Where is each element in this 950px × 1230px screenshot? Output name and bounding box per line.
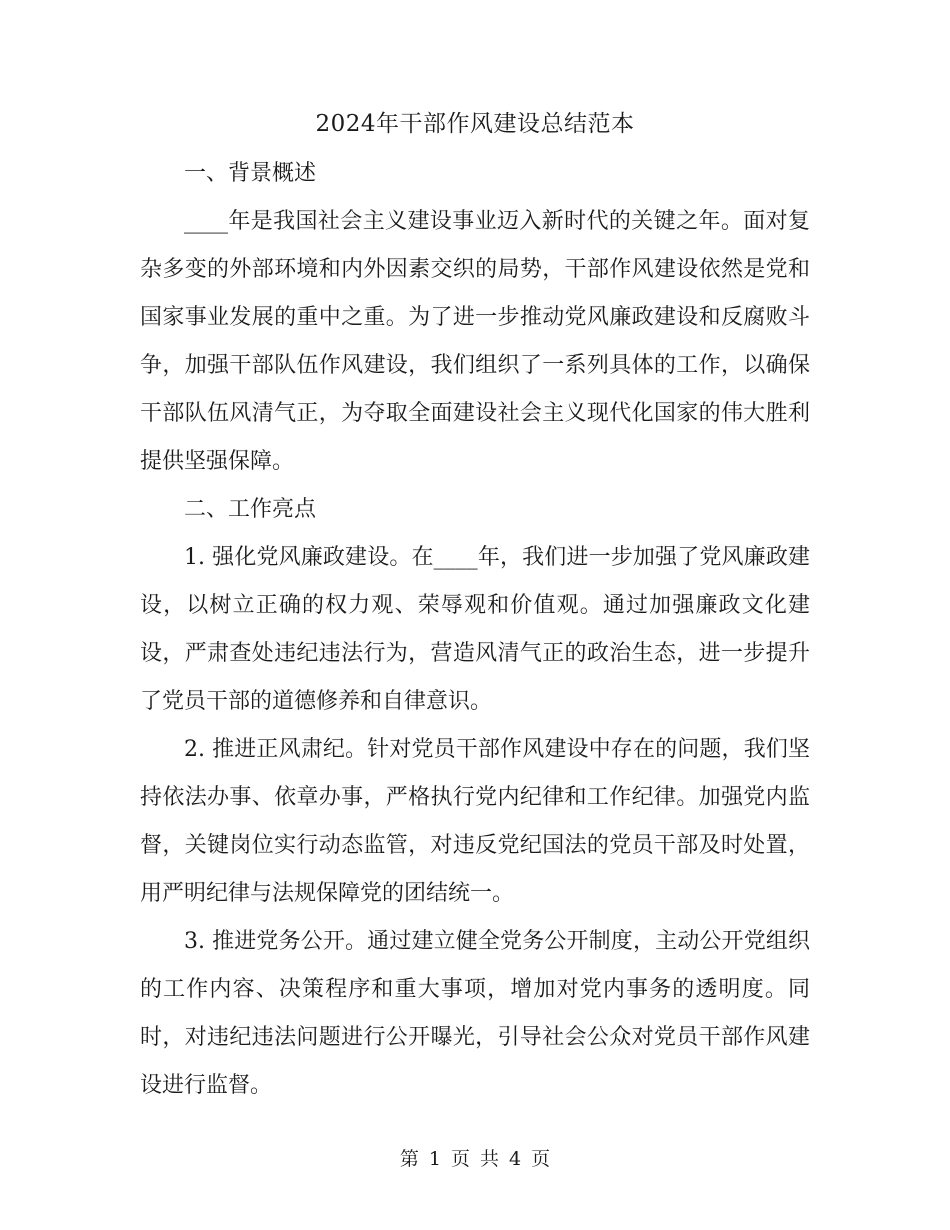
paragraph-background: ____年是我国社会主义建设事业迈入新时代的关键之年。面对复杂多变的外部环境和内外因素交织的局势，干部作风建设依然是党和国家事业发展的重中之重。为了进一步推动党风廉政建设和反腐败斗争，加强干部队伍作风建设，我们组织了一系列具体的工作，以确保干部队伍风清气正，为夺取全面建设社会主义现代化国家的伟大胜利提供坚强保障。 bbox=[140, 209, 810, 474]
section-heading-background: 一、背景概述 bbox=[184, 161, 317, 186]
document-title: 2024年干部作风建设总结范本 bbox=[315, 111, 635, 137]
paragraph-item-3: 3. 推进党务公开。通过建立健全党务公开制度，主动公开党组织的工作内容、决策程序和重大事项，增加对党内事务的透明度。同时，对违纪违法问题进行公开曝光，引导社会公众对党员干部作风建设进行监督。 bbox=[140, 929, 810, 1098]
paragraph-item-1: 1. 强化党风廉政建设。在____年，我们进一步加强了党风廉政建设，以树立正确的权力观、荣辱观和价值观。通过加强廉政文化建设，严肃查处违纪违法行为，营造风清气正的政治生态，进一步提升了党员干部的道德修养和自律意识。 bbox=[140, 545, 810, 714]
paragraph-item-2: 2. 推进正风肃纪。针对党员干部作风建设中存在的问题，我们坚持依法办事、依章办事，严格执行党内纪律和工作纪律。加强党内监督，关键岗位实行动态监管，对违反党纪国法的党员干部及时处置，用严明纪律与法规保障党的团结统一。 bbox=[140, 737, 810, 906]
section-heading-highlights: 二、工作亮点 bbox=[184, 497, 317, 522]
page-footer: 第 1 页 共 4 页 bbox=[399, 1148, 551, 1170]
document-body bbox=[140, 150, 810, 1110]
